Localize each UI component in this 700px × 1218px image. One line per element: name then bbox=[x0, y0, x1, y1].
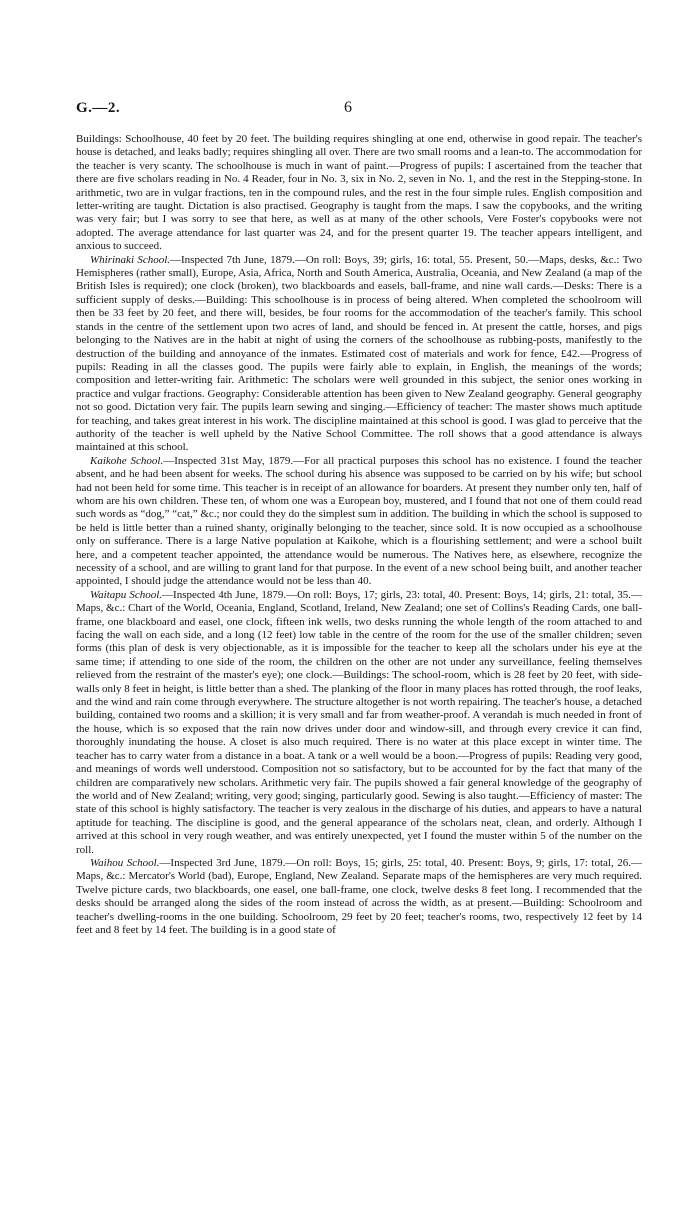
paragraph-text: —Inspected 7th June, 1879.—On roll: Boys, 39; girls, 16: total, 55. Present, 50.—Maps, desks, &c.: Two Hemispheres (rather small), Europe, Asia, Africa, North and South America, Australia, Oceania, and New Zealand (a map of the British Isles is required); one clock (broken), two blackboards and easels, ball-frame, and nine wall cards.—Desks: There is a sufficient supply of desks.—Building: This schoolhouse is in process of being altered. When completed the schoolroom will then be 33 feet by 20 feet, and there will, besides, be four rooms for the accommodation of the teacher's family. This school stands in the centre of the settlement upon two acres of land, and should be fenced in. At present the cattle, horses, and pigs belonging to the Natives are in the habit at night of using the corners of the schoolhouse as rubbing-posts, manifestly to the destruction of the building and annoyance of the inmates. Estimated cost of materials and work for fence, £42.—Progress of pupils: Reading in all the classes good. The pupils were fairly able to explain, in English, the meanings of the words; composition and letter-writing fair. Arithmetic: The scholars were well grounded in this subject, the senior ones working in practice and vulgar fractions. Geography: Considerable attention has been given to New Zealand geography. General geography not so good. Dictation very fair. The pupils learn sewing and singing.—Efficiency of teacher: The master shows much aptitude for teaching, and takes great interest in his work. The discipline maintained at this school is good. I was glad to perceive that the authority of the teacher is well upheld by the Native School Committee. The roll shows that a good attendance is always maintained at this school. bbox=[76, 253, 642, 454]
paragraph-buildings bbox=[76, 133, 642, 254]
paragraph-kaikohe bbox=[76, 455, 642, 589]
paragraph-waitapu bbox=[76, 589, 642, 857]
paragraph-text: Buildings: Schoolhouse, 40 feet by 20 feet. The building requires shingling at one end, otherwise in good repair. The teacher's house is detached, and leaks badly; requires shingling all over. There are two small rooms and a lean-to. The accommodation for the teacher is very scanty. The schoolhouse is much in want of paint.—Progress of pupils: I ascertained from the teacher that there are five scholars reading in No. 4 Reader, four in No. 3, six in No. 2, seven in No. 1, and the rest in the Stepping-stone. In arithmetic, two are in vulgar fractions, ten in the compound rules, and the rest in the four simple rules. English composition and letter-writing are taught. Dictation is also practised. Geography is taught from the maps. I saw the copybooks, and the writing was very fair; but I was sorry to see that here, as well as at many of the other schools, Vere Foster's copybooks were not adopted. The average attendance for last quarter was 24, and for the present quarter 19. The teacher appears intelligent, and anxious to succeed. bbox=[76, 133, 642, 253]
paragraph-text: —Inspected 31st May, 1879.—For all practical purposes this school has no existence. I found the teacher absent, and he had been absent for weeks. The school during his absence was supposed to be carried on by his wife; but school had not been held for some time. This teacher is in receipt of an allowance for boarders. At present they number only ten, half of whom are his own children. These ten, of whom one was a European boy, mustered, and I found that not one of them could read such words as “dog,” “cat,” &c.; nor could they do the simplest sum in addition. The building in which the school is supposed to be held is little better than a ruined shanty, originally belonging to the teacher, since sold. It is now occupied as a schoolhouse only on sufferance. There is a large Native population at Kaikohe, which is a flourishing settlement; and were a school built here, and a competent teacher appointed, the attendance would be numerous. The Natives here, as elsewhere, recognize the necessity of a school, and are willing to grant land for that purpose. In the event of a new school being built, and another teacher appointed, I should judge the attendance would not be less than 40. bbox=[76, 454, 642, 588]
paragraph-text: —Inspected 3rd June, 1879.—On roll: Boys, 15; girls, 25: total, 40. Present: Boys, 9; girls, 17: total, 26.—Maps, &c.: Mercator's World (bad), Europe, England, New Zealand. Separate maps of the hemispheres are very much required. Twelve picture cards, two blackboards, one easel, one ball-frame, one clock, twelve desks 8 feet long. I recommended that the desks should be arranged along the sides of the room instead of across the width, as at present.—Building: Schoolroom and teacher's dwelling-rooms in the one building. Schoolroom, 29 feet by 20 feet; teacher's rooms, two, respectively 12 feet by 14 feet and 8 feet by 14 feet. The building is in a good state of bbox=[76, 856, 642, 936]
school-name: Waihou School. bbox=[90, 856, 160, 869]
body-text bbox=[76, 133, 642, 937]
document-reference: G.—2. bbox=[76, 100, 121, 116]
school-name: Waitapu School. bbox=[90, 588, 163, 601]
page-header bbox=[76, 100, 642, 124]
paragraph-text: —Inspected 4th June, 1879.—On roll: Boys, 17; girls, 23: total, 40. Present: Boys, 14; girls, 21: total, 35.—Maps, &c.: Chart of the World, Oceania, England, Scotland, Ireland, New Zealand; one set of Collins's Reading Cards, one ball-frame, one blackboard and easel, one clock, fifteen ink wells, two desks running the whole length of the room attached to and facing the wall on each side, and a long (12 feet) low table in the centre of the room for the use of the smaller children; seven forms (this plan of desk is very objectionable, as it is impossible for the teacher to keep all the scholars under his eye at the same time; if attending to one side of the room, the children on the other are not under any surveillance, feeling themselves relieved from the restraint of the master's eye); one clock.—Buildings: The school-room, which is 28 feet by 20 feet, with side-walls only 8 feet in height, is little better than a shed. The planking of the floor in many places has rotted through, the roof leaks, and the wind and rain come through everywhere. The structure altogether is not worth repairing. The teacher's house, a detached building, contained two rooms and a skillion; it is very small and far from weather-proof. A verandah is much needed in front of the house, which is so exposed that the rain now drives under door and window-sill, and through every crevice it can find, thoroughly inundating the house. A closet is also much required. There is no water at this place except in winter time. The teacher has to carry water from a distance in a boat. A tank or a well would be a boon.—Progress of pupils: Reading very good, and meanings of words well understood. Composition not so satisfactory, but to be accounted for by the fact that many of the children are comparatively new scholars. Arithmetic very fair. The pupils showed a fair general knowledge of the geography of the world and of New Zealand; writing, very good; singing, particularly good. Sewing is also taught.—Efficiency of master: The state of this school is highly satisfactory. The teacher is very zealous in the discharge of his duties, and appears to have a natural aptitude for teaching. The discipline is good, and the general appearance of the scholars neat, clean, and orderly. Although I arrived at this school in very rough weather, and was entirely unexpected, yet I found the muster within 5 of the number on the roll. bbox=[76, 588, 642, 856]
school-name: Whirinaki School. bbox=[90, 253, 171, 266]
page-number: 6 bbox=[344, 99, 352, 116]
paragraph-whirinaki bbox=[76, 254, 642, 455]
school-name: Kaikohe School. bbox=[90, 454, 164, 467]
paragraph-waihou bbox=[76, 857, 642, 937]
